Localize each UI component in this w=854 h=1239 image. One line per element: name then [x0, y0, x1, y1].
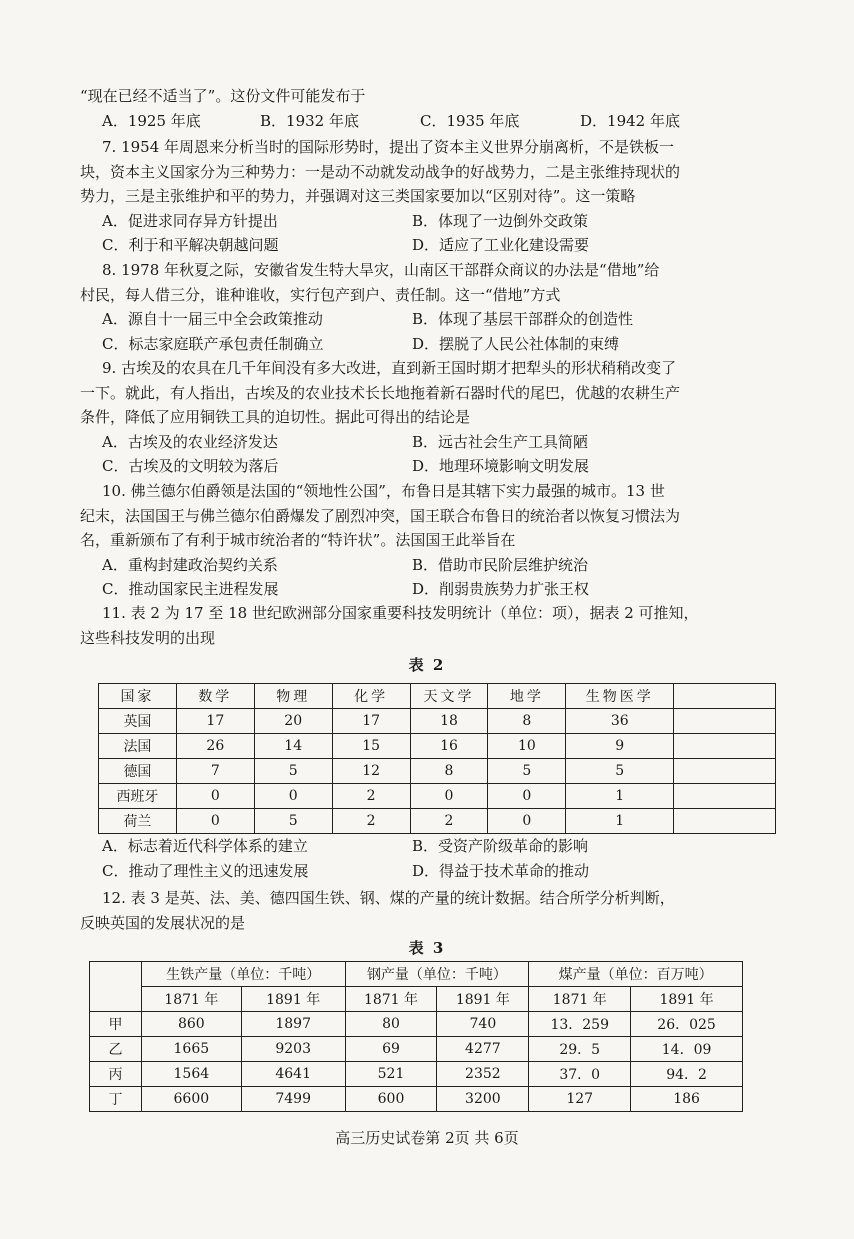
question-line: 村民，每人借三分，谁种谁收，实行包产到户、责任制。这一“借地”方式	[80, 285, 561, 304]
table-cell	[674, 809, 776, 834]
option-a: A．重构封建政治契约关系	[102, 555, 278, 574]
table-cell: 法国	[99, 734, 177, 759]
table-cell: 18	[410, 709, 488, 734]
table-cell: 乙	[90, 1037, 142, 1062]
table-3	[89, 961, 743, 1112]
table-cell: 2	[332, 809, 410, 834]
table-cell: 0	[176, 784, 254, 809]
option-b: B．1932 年底	[260, 111, 359, 130]
option-b: B．体现了基层干部群众的创造性	[412, 310, 634, 328]
question-11	[80, 601, 774, 650]
table-row	[90, 1012, 743, 1037]
table-cell: 36	[566, 709, 674, 734]
table-cell: 4641	[241, 1062, 345, 1087]
table-cell: 69	[345, 1037, 437, 1062]
table-cell: 80	[345, 1012, 437, 1037]
question-line: 这些科技发明的出现	[80, 628, 216, 647]
option-a: A．促进求同存异方针提出	[102, 211, 278, 230]
table-cell: 1665	[141, 1037, 241, 1062]
table-cell: 26	[176, 734, 254, 759]
table-row	[99, 734, 776, 759]
table-header-cell: 化学	[332, 684, 410, 709]
option-c: C．标志家庭联产承包责任制确立	[102, 334, 324, 353]
option-a: A．标志着近代科学体系的建立	[102, 837, 308, 855]
table-cell: 5	[254, 809, 332, 834]
table-cell: 37．0	[529, 1062, 631, 1087]
table-header-cell	[674, 684, 776, 709]
table-cell: 甲	[90, 1012, 142, 1037]
table-header-cell: 生物医学	[566, 684, 674, 709]
table-cell: 600	[345, 1087, 437, 1112]
table-row	[90, 1037, 743, 1062]
option-a: A．古埃及的农业经济发达	[102, 432, 278, 451]
table-cell	[674, 759, 776, 784]
table-header-row	[99, 684, 776, 709]
table-cell: 5	[488, 759, 566, 784]
table-cell: 14．09	[631, 1037, 743, 1062]
table-cell: 740	[437, 1012, 529, 1037]
table-cell: 2	[410, 809, 488, 834]
question-line: 反映英国的发展状况的是	[80, 913, 246, 932]
question-line: 11. 表 2 为 17 至 18 世纪欧洲部分国家重要科技发明统计（单位：项），据表 2 可推知，	[102, 604, 699, 622]
question-line: 9. 古埃及的农具在几千年间没有多大改进，直到新王国时期才把犁头的形状稍稍改变了	[102, 359, 677, 377]
question-7	[80, 135, 774, 258]
table-cell: 7	[176, 759, 254, 784]
table-cell: 荷兰	[99, 809, 177, 834]
table-cell: 8	[410, 759, 488, 784]
table-cell: 14	[254, 734, 332, 759]
option-b: B．受资产阶级革命的影响	[412, 837, 589, 855]
table-row	[99, 759, 776, 784]
question-line: 一下。就此，有人指出，古埃及的农业技术长长地拖着新石器时代的尾巴，优越的农耕生产	[80, 383, 681, 402]
table-cell: 0	[488, 809, 566, 834]
table-cell: 1897	[241, 1012, 345, 1037]
options-row	[80, 233, 774, 258]
question-line: 势力，三是主张维护和平的势力，并强调对这三类国家要加以“区别对待”。这一策略	[80, 187, 636, 205]
table-cell: 10	[488, 734, 566, 759]
question-11-options	[80, 834, 774, 883]
table-cell: 13．259	[529, 1012, 631, 1037]
table-header-cell: 天文学	[410, 684, 488, 709]
option-d: D．削弱贵族势力扩张王权	[412, 580, 590, 598]
table-cell: 1564	[141, 1062, 241, 1087]
table-year-cell: 1871 年	[345, 987, 437, 1012]
table-group-header: 钢产量（单位：千吨）	[345, 962, 529, 987]
option-a: A．源自十一届三中全会政策推动	[102, 310, 323, 328]
table-year-cell: 1891 年	[241, 987, 345, 1012]
options-row	[80, 307, 774, 332]
table-cell: 17	[332, 709, 410, 734]
table-group-header-row	[90, 962, 743, 987]
table-cell: 2352	[437, 1062, 529, 1087]
table-cell: 丙	[90, 1062, 142, 1087]
table-year-cell: 1871 年	[529, 987, 631, 1012]
option-c: C．1935 年底	[420, 111, 520, 130]
option-c: C．利于和平解决朝越问题	[102, 236, 279, 254]
table-cell: 29．5	[529, 1037, 631, 1062]
option-c: C．推动国家民主进程发展	[102, 580, 279, 598]
table-cell: 0	[254, 784, 332, 809]
table-cell: 0	[176, 809, 254, 834]
table-cell: 德国	[99, 759, 177, 784]
question-8	[80, 258, 774, 356]
table-corner-cell	[90, 962, 142, 1012]
table-cell: 9203	[241, 1037, 345, 1062]
question-10	[80, 479, 774, 602]
table-3-caption: 表 3	[408, 939, 446, 957]
table-cell: 2	[332, 784, 410, 809]
options-row	[80, 553, 774, 578]
option-b: B．借助市民阶层维护统治	[412, 555, 589, 574]
question-6-tail	[80, 84, 774, 133]
table-group-header: 生铁产量（单位：千吨）	[141, 962, 345, 987]
question-line: 块，资本主义国家分为三种势力：一是动不动就发动战争的好战势力，二是主张维持现状的	[80, 162, 681, 181]
table-2-caption: 表 2	[408, 656, 446, 674]
question-line: 名，重新颁布了有利于城市统治者的“特许状”。法国国王此举旨在	[80, 531, 516, 549]
table-cell: 94．2	[631, 1062, 743, 1087]
option-d: D．地理环境影响文明发展	[412, 457, 590, 475]
table-cell: 3200	[437, 1087, 529, 1112]
options-row	[80, 859, 774, 884]
question-line: 条件，降低了应用铜铁工具的迫切性。据此可得出的结论是	[80, 408, 471, 426]
table-year-cell: 1891 年	[437, 987, 529, 1012]
table-cell: 26．025	[631, 1012, 743, 1037]
table-cell: 5	[254, 759, 332, 784]
question-line: 8. 1978 年秋夏之际，安徽省发生特大旱灾，山南区干部群众商议的办法是“借地”给	[102, 261, 660, 279]
page-footer: 高三历史试卷第 2页 共 6页	[335, 1129, 519, 1147]
table-cell: 860	[141, 1012, 241, 1037]
table-row	[90, 1087, 743, 1112]
options-row	[80, 834, 774, 859]
table-row	[99, 784, 776, 809]
options-row	[80, 454, 774, 479]
table-cell: 521	[345, 1062, 437, 1087]
option-d: D．适应了工业化建设需要	[412, 236, 590, 254]
table-cell: 127	[529, 1087, 631, 1112]
option-c: C．推动了理性主义的迅速发展	[102, 861, 309, 880]
table-cell	[674, 734, 776, 759]
table-year-cell: 1891 年	[631, 987, 743, 1012]
table-year-cell: 1871 年	[141, 987, 241, 1012]
table-cell: 8	[488, 709, 566, 734]
options-row	[80, 430, 774, 455]
question-line: 10. 佛兰德尔伯爵领是法国的“领地性公国”，布鲁日是其辖下实力最强的城市。13 世	[102, 482, 665, 500]
table-cell: 12	[332, 759, 410, 784]
table-cell: 20	[254, 709, 332, 734]
option-b: B．远古社会生产工具简陋	[412, 432, 589, 451]
table-cell: 1	[566, 809, 674, 834]
table-cell: 16	[410, 734, 488, 759]
options-row	[80, 109, 774, 134]
option-d: D．1942 年底	[580, 111, 680, 130]
table-cell: 17	[176, 709, 254, 734]
table-cell	[674, 784, 776, 809]
table-cell: 0	[488, 784, 566, 809]
option-a: A．1925 年底	[102, 111, 201, 130]
option-c: C．古埃及的文明较为落后	[102, 457, 279, 475]
table-cell: 9	[566, 734, 674, 759]
question-9	[80, 356, 774, 479]
table-header-cell: 地学	[488, 684, 566, 709]
question-12	[80, 886, 774, 935]
table-cell: 丁	[90, 1087, 142, 1112]
option-d: D．得益于技术革命的推动	[412, 861, 590, 880]
option-d: D．摆脱了人民公社体制的束缚	[412, 334, 620, 353]
question-line: 12. 表 3 是英、法、美、德四国生铁、钢、煤的产量的统计数据。结合所学分析判断，	[102, 889, 675, 907]
table-cell: 1	[566, 784, 674, 809]
question-line: 7. 1954 年周恩来分析当时的国际形势时，提出了资本主义世界分崩离析，不是铁板一	[102, 138, 675, 156]
table-header-cell: 物理	[254, 684, 332, 709]
table-cell: 7499	[241, 1087, 345, 1112]
table-row	[99, 809, 776, 834]
option-b: B．体现了一边倒外交政策	[412, 211, 589, 230]
table-cell: 0	[410, 784, 488, 809]
options-row	[80, 577, 774, 602]
table-cell: 6600	[141, 1087, 241, 1112]
table-cell: 186	[631, 1087, 743, 1112]
table-cell	[674, 709, 776, 734]
table-cell: 5	[566, 759, 674, 784]
table-row	[90, 1062, 743, 1087]
table-2	[98, 683, 776, 834]
table-header-cell: 国家	[99, 684, 177, 709]
options-row	[80, 332, 774, 357]
question-line: 纪末，法国国王与佛兰德尔伯爵爆发了剧烈冲突，国王联合布鲁日的统治者以恢复习惯法为	[80, 506, 681, 525]
table-header-cell: 数学	[176, 684, 254, 709]
table-cell: 4277	[437, 1037, 529, 1062]
question-line: “现在已经不适当了”。这份文件可能发布于	[80, 87, 366, 105]
table-cell: 英国	[99, 709, 177, 734]
table-cell: 西班牙	[99, 784, 177, 809]
table-year-row	[90, 987, 743, 1012]
table-group-header: 煤产量（单位：百万吨）	[529, 962, 743, 987]
options-row	[80, 209, 774, 234]
table-cell: 15	[332, 734, 410, 759]
table-row	[99, 709, 776, 734]
